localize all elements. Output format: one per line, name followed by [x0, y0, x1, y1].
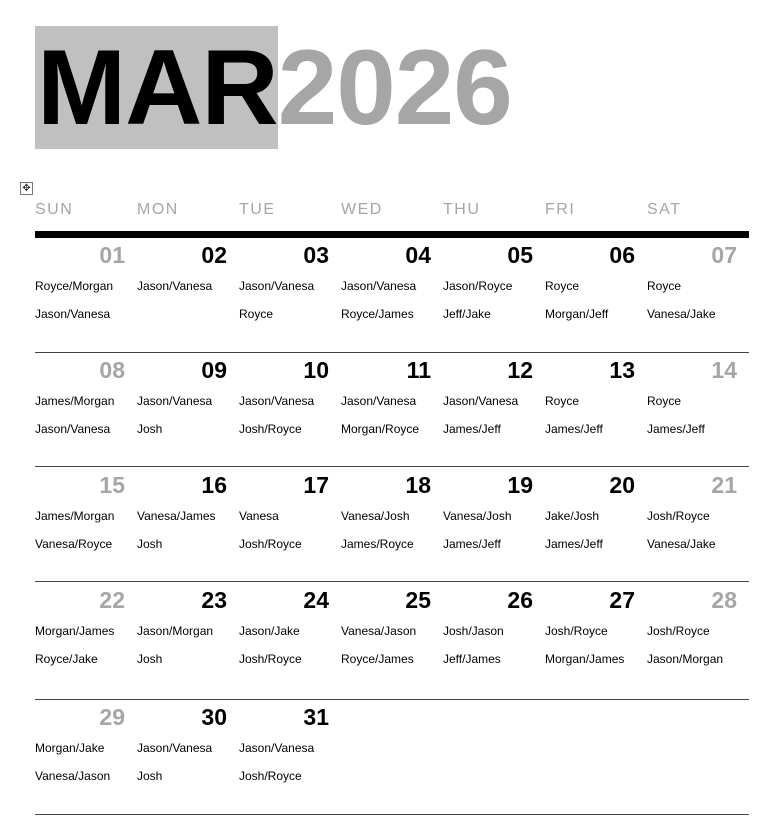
day-number: 22: [99, 587, 125, 613]
calendar-day-cell[interactable]: [35, 355, 137, 465]
calendar-week-row: [35, 470, 749, 580]
schedule-entry[interactable]: Jason/Vanesa: [239, 394, 315, 408]
day-number: 13: [609, 357, 635, 383]
schedule-entry[interactable]: Vanesa/Jason: [35, 769, 111, 783]
calendar-day-cell[interactable]: [647, 355, 749, 465]
schedule-entry[interactable]: Josh: [137, 422, 163, 436]
calendar-day-cell[interactable]: [239, 470, 341, 580]
schedule-entry[interactable]: Royce: [647, 279, 682, 293]
schedule-entry[interactable]: Josh/Royce: [647, 509, 710, 523]
schedule-entry[interactable]: Jason/Vanesa: [443, 394, 519, 408]
calendar-day-cell[interactable]: [443, 355, 545, 465]
day-number: 01: [99, 242, 125, 268]
schedule-entry[interactable]: Jason/Vanesa: [35, 422, 111, 436]
calendar-day-cell[interactable]: [239, 355, 341, 465]
schedule-entry[interactable]: Jason/Vanesa: [341, 394, 417, 408]
calendar-day-cell[interactable]: [239, 240, 341, 350]
day-number: 06: [609, 242, 635, 268]
calendar-day-cell[interactable]: [443, 470, 545, 580]
schedule-entry[interactable]: James/Jeff: [443, 422, 501, 436]
weekday-thu: THU: [443, 201, 481, 218]
schedule-entry[interactable]: James/Jeff: [545, 537, 603, 551]
calendar-day-cell[interactable]: [341, 240, 443, 350]
schedule-entry[interactable]: Jake/Josh: [545, 509, 600, 523]
calendar-day-cell[interactable]: [137, 355, 239, 465]
schedule-entry[interactable]: Morgan/Jeff: [545, 307, 609, 321]
schedule-entry[interactable]: James/Jeff: [647, 422, 705, 436]
schedule-entry[interactable]: Josh/Royce: [239, 537, 302, 551]
schedule-entry[interactable]: Jason/Vanesa: [137, 394, 213, 408]
schedule-entry[interactable]: Josh/Royce: [239, 652, 302, 666]
calendar-day-cell[interactable]: [35, 702, 137, 812]
schedule-entry[interactable]: Jason/Vanesa: [35, 307, 111, 321]
day-number: 07: [711, 242, 737, 268]
schedule-entry[interactable]: Royce/Jake: [35, 652, 98, 666]
calendar-day-cell[interactable]: [137, 702, 239, 812]
calendar-day-cell[interactable]: [341, 355, 443, 465]
schedule-entry[interactable]: Morgan/Jake: [35, 741, 105, 755]
schedule-entry[interactable]: Vanesa: [239, 509, 279, 523]
schedule-entry[interactable]: Josh: [137, 652, 163, 666]
week-divider: [35, 814, 749, 815]
schedule-entry[interactable]: Vanesa/Jake: [647, 307, 716, 321]
schedule-entry[interactable]: Jason/Vanesa: [137, 279, 213, 293]
schedule-entry[interactable]: Jeff/James: [443, 652, 501, 666]
calendar-day-cell[interactable]: [239, 702, 341, 812]
calendar-day-cell[interactable]: [443, 240, 545, 350]
schedule-entry[interactable]: Josh/Royce: [239, 769, 302, 783]
schedule-entry[interactable]: Josh/Jason: [443, 624, 504, 638]
schedule-entry[interactable]: Vanesa/Josh: [341, 509, 410, 523]
calendar-day-cell[interactable]: [35, 470, 137, 580]
schedule-entry[interactable]: Royce/Morgan: [35, 279, 114, 293]
schedule-entry[interactable]: Vanesa/Josh: [443, 509, 512, 523]
schedule-entry[interactable]: Royce: [239, 307, 274, 321]
day-number: 05: [507, 242, 533, 268]
header-divider: [35, 231, 749, 238]
schedule-entry[interactable]: Morgan/Royce: [341, 422, 420, 436]
day-number: 08: [99, 357, 125, 383]
schedule-entry[interactable]: Jason/Vanesa: [341, 279, 417, 293]
schedule-entry[interactable]: Josh/Royce: [647, 624, 710, 638]
calendar-day-cell[interactable]: [35, 585, 137, 695]
schedule-entry[interactable]: Royce/James: [341, 652, 414, 666]
calendar-day-cell[interactable]: [647, 240, 749, 350]
table-move-handle-icon[interactable]: ✥: [20, 182, 33, 195]
schedule-entry[interactable]: Jason/Vanesa: [239, 741, 315, 755]
schedule-entry[interactable]: Royce/James: [341, 307, 414, 321]
weekday-header-row: [35, 201, 749, 221]
year: 2026: [277, 27, 512, 147]
schedule-entry[interactable]: Jason/Vanesa: [137, 741, 213, 755]
day-number: 29: [99, 704, 125, 730]
schedule-entry[interactable]: Royce: [545, 279, 580, 293]
day-number: 21: [711, 472, 737, 498]
week-divider: [35, 699, 749, 700]
day-number: 09: [201, 357, 227, 383]
schedule-entry[interactable]: Morgan/James: [35, 624, 115, 638]
schedule-entry[interactable]: Royce: [545, 394, 580, 408]
schedule-entry[interactable]: Josh/Royce: [239, 422, 302, 436]
day-number: 30: [201, 704, 227, 730]
calendar-day-cell[interactable]: [545, 585, 647, 695]
day-number: 24: [303, 587, 329, 613]
week-divider: [35, 352, 749, 353]
calendar-week-row: [35, 240, 749, 350]
day-number: 18: [405, 472, 431, 498]
schedule-entry[interactable]: Jason/Vanesa: [239, 279, 315, 293]
day-number: 10: [303, 357, 329, 383]
weekday-sun: SUN: [35, 201, 74, 218]
day-number: 14: [711, 357, 737, 383]
calendar-day-cell[interactable]: [341, 702, 443, 812]
schedule-entry[interactable]: Vanesa/Jake: [647, 537, 716, 551]
day-number: 23: [201, 587, 227, 613]
schedule-entry[interactable]: Josh/Royce: [545, 624, 608, 638]
schedule-entry[interactable]: Morgan/James: [545, 652, 625, 666]
day-number: 17: [303, 472, 329, 498]
day-number: 25: [405, 587, 431, 613]
weekday-wed: WED: [341, 201, 383, 218]
calendar-day-cell[interactable]: [341, 585, 443, 695]
day-number: 31: [303, 704, 329, 730]
schedule-entry[interactable]: Vanesa/Royce: [35, 537, 113, 551]
weekday-fri: FRI: [545, 201, 576, 218]
schedule-entry[interactable]: James/Jeff: [443, 537, 501, 551]
calendar-day-cell[interactable]: [137, 470, 239, 580]
day-number: 12: [507, 357, 533, 383]
day-number: 02: [201, 242, 227, 268]
calendar-day-cell[interactable]: [239, 585, 341, 695]
day-number: 16: [201, 472, 227, 498]
calendar-day-cell[interactable]: [647, 585, 749, 695]
weekday-sat: SAT: [647, 201, 682, 218]
schedule-entry[interactable]: James/Jeff: [545, 422, 603, 436]
schedule-entry[interactable]: Josh: [137, 769, 163, 783]
calendar-day-cell[interactable]: [137, 240, 239, 350]
schedule-entry[interactable]: Vanesa/James: [137, 509, 216, 523]
calendar-day-cell[interactable]: [545, 355, 647, 465]
schedule-entry[interactable]: Jason/Royce: [443, 279, 513, 293]
schedule-entry[interactable]: Royce: [647, 394, 682, 408]
day-number: 28: [711, 587, 737, 613]
calendar-day-cell[interactable]: [545, 240, 647, 350]
schedule-entry[interactable]: Josh: [137, 537, 163, 551]
calendar-day-cell[interactable]: [443, 585, 545, 695]
weekday-tue: TUE: [239, 201, 276, 218]
month-name: MAR: [37, 27, 278, 147]
calendar-title: [37, 29, 512, 145]
calendar-day-cell[interactable]: [647, 702, 749, 812]
day-number: 26: [507, 587, 533, 613]
week-divider: [35, 466, 749, 467]
schedule-entry[interactable]: Jeff/Jake: [443, 307, 491, 321]
calendar-week-row: [35, 585, 749, 695]
day-number: 11: [406, 357, 431, 383]
day-number: 20: [609, 472, 635, 498]
calendar-day-cell[interactable]: [647, 470, 749, 580]
calendar-day-cell[interactable]: [443, 702, 545, 812]
schedule-entry[interactable]: Jason/Morgan: [647, 652, 724, 666]
week-divider: [35, 581, 749, 582]
schedule-entry[interactable]: Vanesa/Jason: [341, 624, 417, 638]
calendar-week-row: [35, 702, 749, 812]
calendar-day-cell[interactable]: [545, 470, 647, 580]
calendar-day-cell[interactable]: [341, 470, 443, 580]
weekday-mon: MON: [137, 201, 179, 218]
schedule-entry[interactable]: Jason/Jake: [239, 624, 300, 638]
day-number: 04: [405, 242, 431, 268]
schedule-entry[interactable]: Jason/Morgan: [137, 624, 214, 638]
schedule-entry[interactable]: James/Morgan: [35, 394, 115, 408]
calendar-day-cell[interactable]: [545, 702, 647, 812]
day-number: 19: [507, 472, 533, 498]
day-number: 15: [99, 472, 125, 498]
schedule-entry[interactable]: James/Morgan: [35, 509, 115, 523]
calendar-day-cell[interactable]: [35, 240, 137, 350]
day-number: 03: [303, 242, 329, 268]
day-number: 27: [609, 587, 635, 613]
calendar-day-cell[interactable]: [137, 585, 239, 695]
schedule-entry[interactable]: James/Royce: [341, 537, 414, 551]
calendar-week-row: [35, 355, 749, 465]
